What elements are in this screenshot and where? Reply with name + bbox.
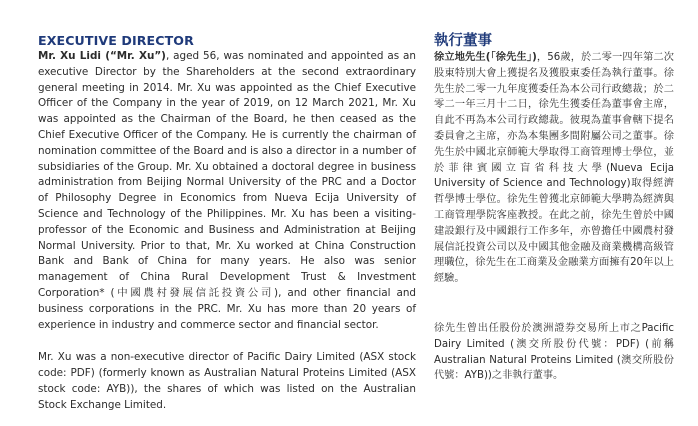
section-heading-zh: 執行董事 — [434, 33, 492, 49]
director-name-en: Mr. Xu Lidi (“Mr. Xu”) — [38, 50, 166, 62]
bio-paragraph-en-1 — [38, 49, 416, 333]
english-column — [38, 33, 416, 414]
bio-paragraph-en-2: Mr. Xu was a non-executive director of Pacific Dairy Limited (ASX stock code: PDF) (formerly known as Australian Natural Proteins Limited (ASX stock code: AYB)), the shares of which was listed on the Australian Stock Exchange Limited. — [38, 351, 416, 411]
bio-text-zh-1: ，56歲，於二零一四年第二次股東特別大會上獲提名及獲股東委任為執行董事。徐先生於二零一九年度獲委任為本公司行政總裁；於二零二一年三月十二日，徐先生獲委任為董事會主席，自此不再為本公司行政總裁。彼現為董事會轄下提名委員會之主席，亦為本集團多間附屬公司之董事。徐先生於中國北京師範大學取得工商管理博士學位，並於菲律賓國立盲省科技大學(Nueva Ecija University of Science and Technology)取得經濟哲學博士學位。徐先生曾獲北京師範大學聘為經濟與工商管理學院客座教授。在此之前，徐先生曾於中國建設銀行及中國銀行工作多年，亦曾擔任中國農村發展信託投資公司以及中國其他金融及商業機構高級管理職位，徐先生在工商業及金融業方面擁有20年以上經驗。 — [434, 52, 674, 285]
chinese-column — [434, 33, 674, 384]
bio-text-en-1: , aged 56, was nominated and appointed as an executive Director by the Shareholders at the second extraordinary general meeting in 2014. Mr. Xu was appointed as the Chief Executive Officer of the Company in the year of 2019, on 12 March 2021, Mr. Xu was appointed as the Chairman of the Board, he then ceased as the Chief Executive Officer of the Company. He is currently the chairman of nomination committee of the Board and is also a director in a number of subsidiaries of the Group. Mr. Xu obtained a doctoral degree in business administration from Beijing Normal University of the PRC and a Doctor of Philosophy Degree in Economics from Nueva Ecija University of Science and Technology of the Philippines. Mr. Xu has been a visiting-professor of the Economic and Business and Administration at Beijing Normal University. Prior to that, Mr. Xu worked at China Construction Bank and Bank of China for many years. He also was senior management of China Rural Development Trust & Investment Corporation* (中國農村發展信託投資公司), and other financial and business corporations in the PRC. Mr. Xu has more than 20 years of experience in industry and commerce sector and financial sector. — [38, 50, 417, 331]
bio-paragraph-zh-2: 徐先生曾出任股份於澳洲證券交易所上市之Pacific Dairy Limited (澳交所股份代號：PDF) (前稱Australian Natural Proteins Limited (澳交所股份代號：AYB))之非執行董事。 — [434, 322, 674, 382]
director-name-zh: 徐立地先生(「徐先生」) — [434, 52, 537, 63]
section-heading-en: EXECUTIVE DIRECTOR — [38, 33, 194, 48]
bio-paragraph-zh-1 — [434, 50, 674, 287]
